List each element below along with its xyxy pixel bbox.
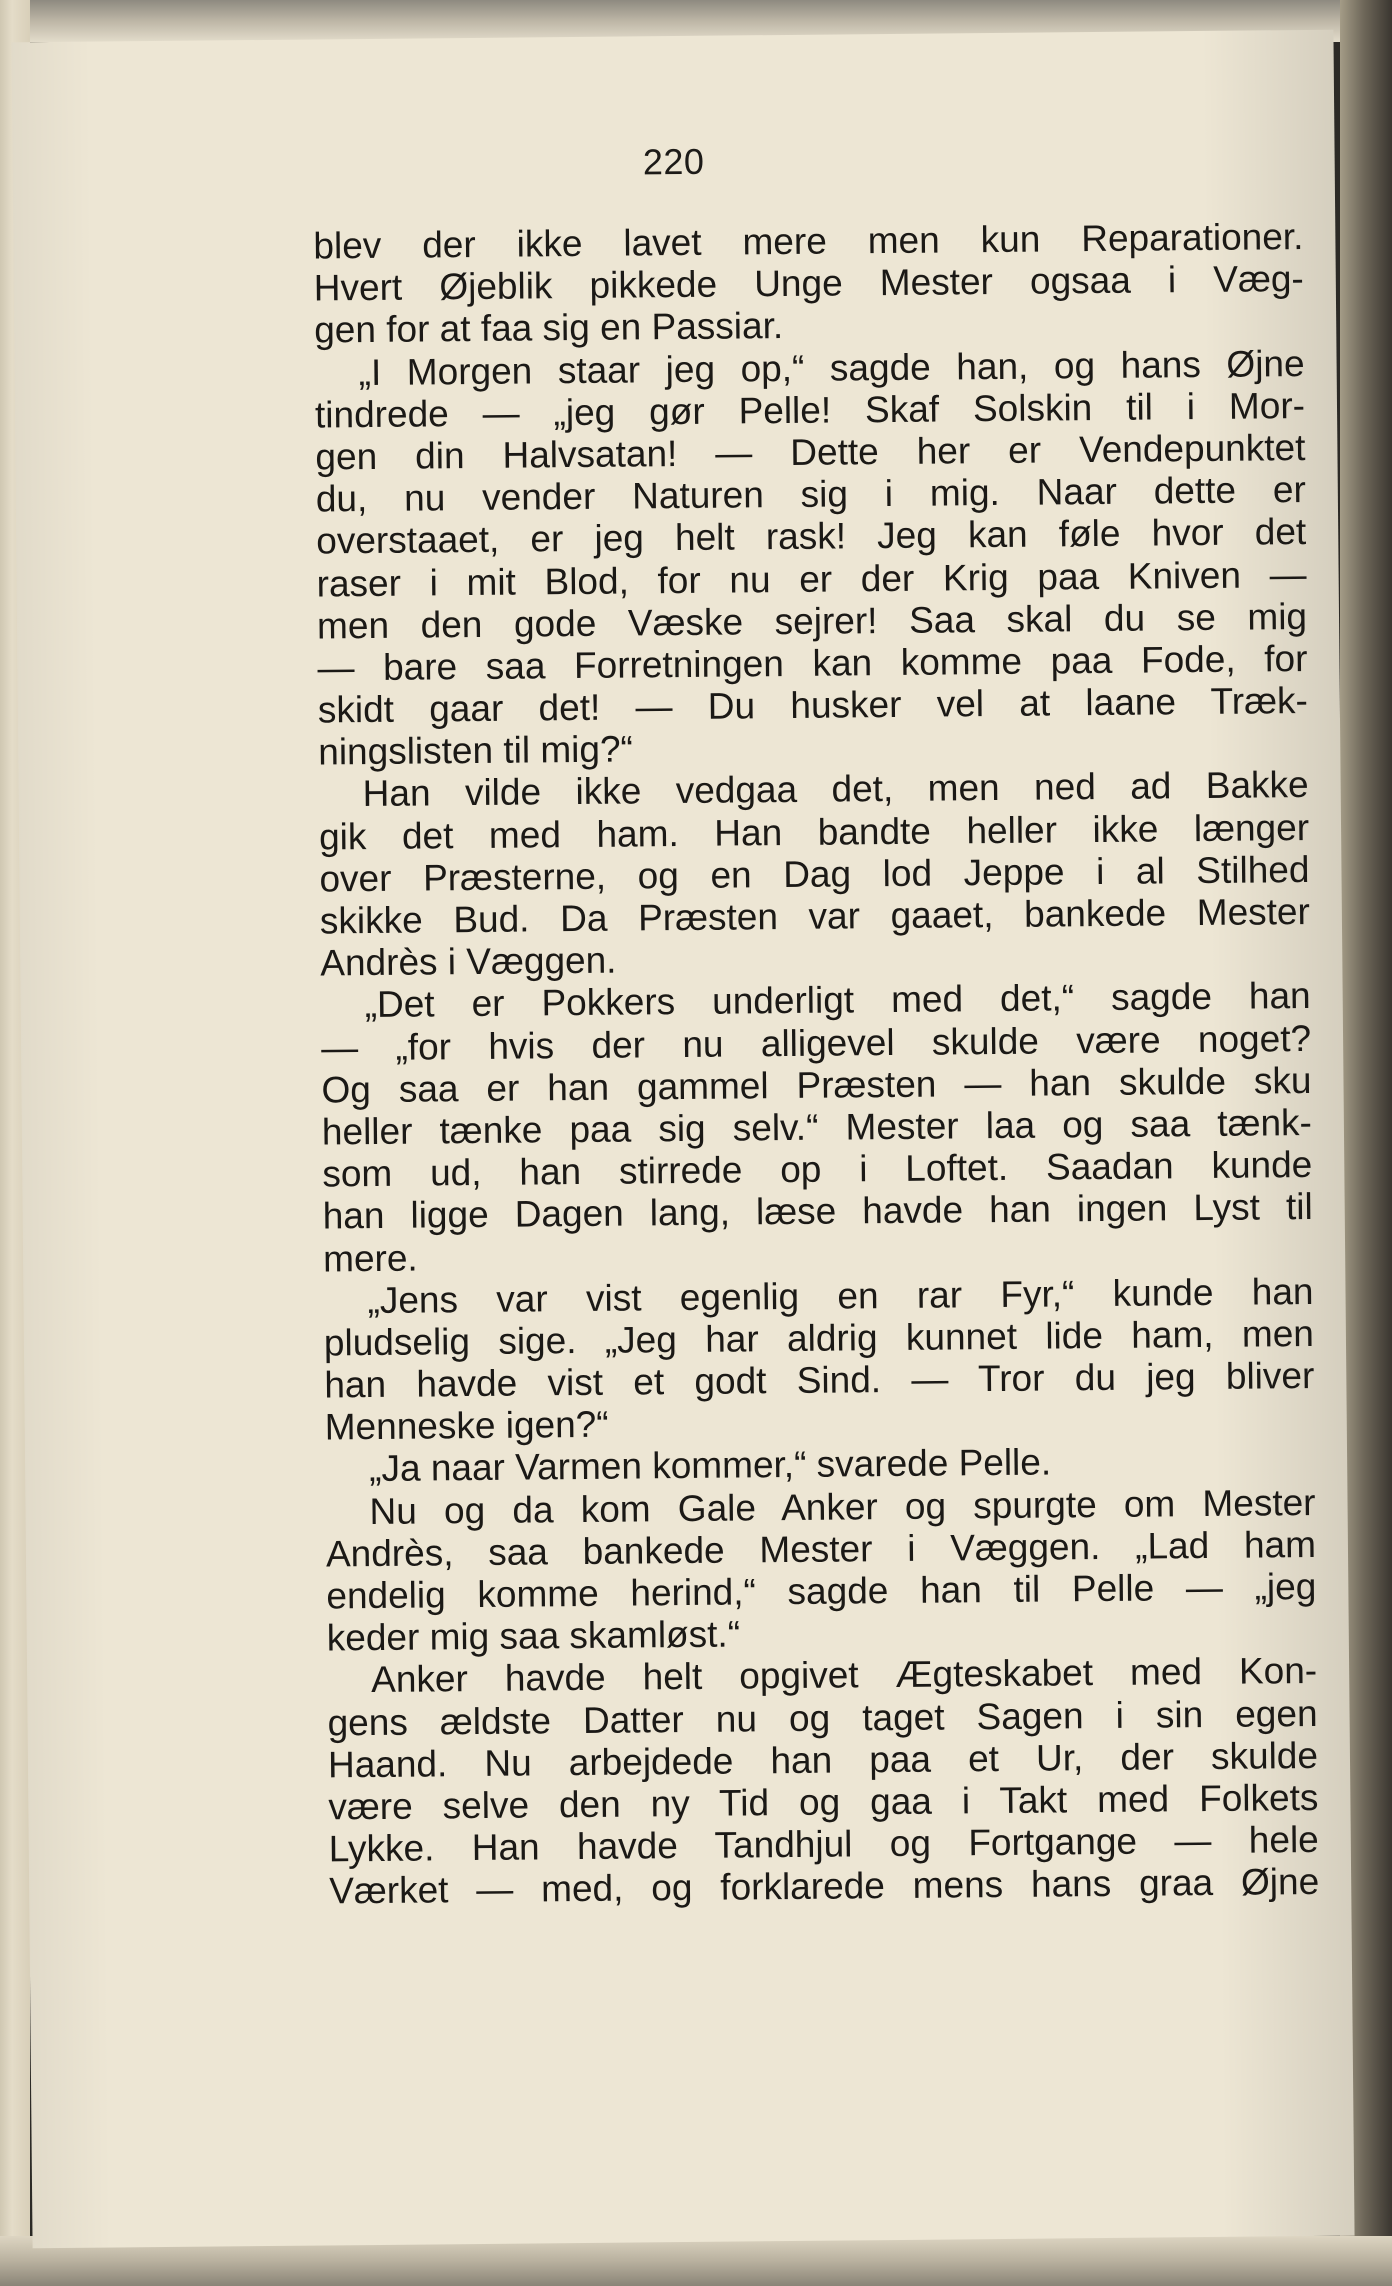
text-line: Værket — med, og forklarede mens hans graa Øjne — [329, 1861, 1320, 1912]
text-line: — bare saa Forretningen kan komme paa Fode, for — [317, 637, 1308, 689]
text-line: Lykke. Han havde Tandhjul og Fortgange — hele — [328, 1819, 1319, 1870]
text-line: „I Morgen staar jeg op,“ sagde han, og hans Øjne — [358, 342, 1305, 393]
text-line: pludselig sige. „Jeg har aldrig kunnet lide ham, men — [323, 1312, 1315, 1364]
book-page — [11, 30, 1354, 2249]
text-line: over Præsterne, og en Dag lod Jeppe i al Stilhed — [319, 848, 1310, 900]
text-line: du, nu vender Naturen sig i mig. Naar dette er — [315, 469, 1306, 520]
text-line: som ud, han stirrede op i Loftet. Saadan kunde — [322, 1144, 1313, 1195]
text-line: tindrede — „jeg gør Pelle! Skaf Solskin til i Mor- — [314, 384, 1306, 436]
text-line: skikke Bud. Da Præsten var gaaet, bankede Mester — [319, 890, 1311, 942]
text-line: „Ja naar Varmen kommer,“ svarede Pelle. — [368, 1441, 1052, 1490]
text-line: Nu og da kom Gale Anker og spurgte om Mester — [369, 1481, 1316, 1532]
text-line: skidt gaar det! — Du husker vel at laane Træk- — [317, 680, 1309, 731]
text-line: endelig komme herind,“ sagde han til Pelle — „jeg — [326, 1565, 1317, 1617]
text-line: han ligge Dagen lang, læse havde han ingen Lyst til — [322, 1186, 1313, 1237]
text-line: keder mig saa skamløst.“ — [326, 1613, 741, 1659]
text-line: Anker havde helt opgivet Ægteskabet med Kon- — [370, 1650, 1318, 1701]
text-line: men den gode Væske sejrer! Saa skal du se mig — [316, 595, 1308, 647]
text-line: Haand. Nu arbejdede han paa et Ur, der skulde — [327, 1734, 1319, 1786]
text-line: Han vilde ikke vedgaa det, men ned ad Bakke — [362, 764, 1309, 815]
page-number: 220 — [642, 140, 705, 183]
text-line: Hvert Øjeblik pikkede Unge Mester ogsaa i Væg- — [313, 258, 1304, 309]
text-line: gik det med ham. Han bandte heller ikke længer — [318, 806, 1310, 858]
text-line: „Det er Pokkers underligt med det,“ sagde han — [364, 975, 1311, 1026]
text-line: gens ældste Datter nu og taget Sagen i sin egen — [327, 1692, 1318, 1744]
text-line: Og saa er han gammel Præsten — han skulde sku — [321, 1059, 1312, 1111]
text-line: blev der ikke lavet mere men kun Reparationer. — [313, 216, 1304, 267]
text-line: mere. — [322, 1237, 418, 1279]
text-line: Menneske igen?“ — [324, 1403, 609, 1448]
text-line: overstaaet, er jeg helt rask! Jeg kan føle hvor det — [316, 511, 1307, 562]
text-line: han havde vist et godt Sind. — Tror du jeg bliver — [324, 1355, 1315, 1406]
text-line: gen for at faa sig en Passiar. — [314, 305, 784, 351]
text-line: ningslisten til mig?“ — [318, 728, 634, 773]
text-line: — „for hvis der nu alligevel skulde være noget? — [320, 1017, 1312, 1069]
body-text — [313, 216, 1319, 1913]
text-line: „Jens var vist egenlig en rar Fyr,“ kunde han — [367, 1270, 1314, 1321]
text-line: heller tænke paa sig selv.“ Mester laa og saa tænk- — [321, 1101, 1313, 1153]
text-line: være selve den ny Tid og gaa i Takt med Folkets — [328, 1776, 1319, 1828]
text-line: raser i mit Blod, for nu er der Krig paa Kniven — — [316, 553, 1307, 604]
text-line: gen din Halvsatan! — Dette her er Vendepunktet — [315, 426, 1306, 478]
text-line: Andrès i Væggen. — [320, 939, 617, 984]
text-line: Andrès, saa bankede Mester i Væggen. „Lad ham — [325, 1523, 1317, 1575]
